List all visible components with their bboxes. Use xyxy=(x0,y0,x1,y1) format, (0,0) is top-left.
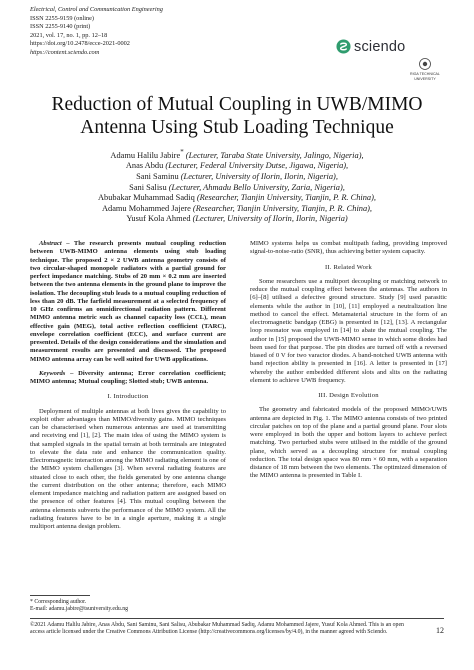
sciendo-logo xyxy=(336,38,446,58)
title-line-2: Antenna Using Stub Loading Technique xyxy=(80,117,394,138)
keywords-label: Keywords xyxy=(39,369,66,377)
issn-online: ISSN 2255-9159 (online) xyxy=(30,14,95,22)
rtu-logo xyxy=(400,58,450,81)
author-affiliation: (Lecturer, Federal University Dutse, Jigawa, Nigeria), xyxy=(163,161,349,171)
abstract-text: – The research presents mutual coupling reduction between UWB-MIMO antenna elements using stub loading technique. The proposed 2 × 2 UWB antenna geometry consists of two circular-shaped monopole radiators with a partial ground for perfect impedance matching. Stubs of 20 mm × 0.2 mm are inserted between the two antenna elements in the ground plane to improve the isolation. The decoupling stub leads to a mutual coupling reduction of less than 20 dB. The farfield measurement at a selected frequency of 10 GHz confirms an omnidirectional radiation pattern. Different MIMO antenna metric such as channel capacity loss (CCL), mean effective gain (MEG), total active reflection coefficient (TARC), envelope correlation coefficient (ECC), and surface current are presented. Details of the design considerations and the simulation and measurement results are presented and discussed. The proposed MIMO antenna array can be well suited for UWB applications. xyxy=(30,240,226,363)
keywords-text: – Diversity antenna; Error correlation coefficient; MIMO antenna; Mutual coupling; Slotted stub; UWB antenna. xyxy=(30,369,226,385)
introduction-paragraph: Deployment of multiple antennas at both lives gives the capability to exploit other advantages than MIMO/diversity gains. MIMO techniques can be characterised when numerous antennas are used at transmitting and receiving end [1], [2]. The main idea of using the MIMO system is that sampled signals in the spatial terrain at both terminals are integrated to elevate the data rate and enhance the communication quality. Electromagnetic interaction among the MIMO radiating element is one of the MIMO system challenges [3]. When several radiating features are situated close to each other, the fields generated by one antenna change the current distribution on the other antenna; therefore, each MIMO element impedance matching and radiation pattern are assigned based on the presence of other features [4]. This mutual coupling between the antenna elements subverts the performance of the MIMO system. All the radiating features have to be in a single aperture, making it a single multiport antenna design problem. xyxy=(30,407,226,530)
introduction-continuation: MIMO systems helps us combat multipath fading, providing improved signal-to-noise-ratio (SNR), thus achieving better system capacity. xyxy=(250,240,447,256)
abstract xyxy=(30,240,226,364)
design-evolution-paragraph: The geometry and fabricated models of the proposed MIMO/UWB antenna are depicted in Fig. 1. The MIMO antenna consists of two printed circular patches on top of the plane and a partial ground plane. Four slots were employed in both the upper and bottom layers to achieve perfect matching. Two perturbed stubs were utilised in the middle of the ground plane, which served as a decoupling structure for mutual coupling reduction. The total design space was 80 mm × 60 mm, with a separation distance of 18 mm between the two elements. The optimized dimension of the MIMO antenna is presented in Table I. xyxy=(250,406,447,480)
author-name: Yusuf Kola Ahmed xyxy=(126,214,191,224)
author-name: Sani Salisu xyxy=(129,182,167,192)
university-seal-icon xyxy=(419,58,431,70)
author-affiliation: (Lecturer, Ahmadu Bello University, Zaria, Nigeria), xyxy=(166,182,345,192)
journal-name: Electrical, Control and Communication Engineering xyxy=(30,6,163,13)
author-line xyxy=(20,214,454,225)
author-name: Anas Abdu xyxy=(125,161,164,171)
license-footer: ©2021 Adamu Halilu Jabire, Anas Abdu, Sani Saminu, Sani Salisu, Abubakar Muhammad Sadiq, Adamu Mohammed Jajere, Yusuf Kola Ahmed. This is an open access article licensed under the Creative Commons Attribution License (http://creativecommons.org/licenses/by/4.0), in the manner agreed with Sciendo. xyxy=(30,622,404,636)
abstract-label: Abstract xyxy=(39,240,62,247)
footnote-divider xyxy=(30,595,90,596)
author-affiliation: (Lecturer, University of Ilorin, Ilorin, Nigeria), xyxy=(178,171,338,181)
doi-link[interactable]: https://doi.org/10.2478/ecce-2021-0002 xyxy=(30,40,130,48)
rtu-line2: UNIVERSITY xyxy=(414,76,436,81)
author-line xyxy=(20,183,454,194)
author-line xyxy=(20,172,454,183)
author-name: Abubakar Muhammad Sadiq xyxy=(98,193,195,203)
author-line xyxy=(20,161,454,172)
author-line xyxy=(20,193,454,204)
related-work-paragraph: Some researchers use a multiport decoupling or matching network to reduce the mutual coupling effect between the antennas. The authors in [6]–[8] utilised a defective ground structure. Study [9] used parasitic elements while the author in [10], [11] employed a neutralization line method to cancel the effect. Metamaterial structure in the form of an electromagnetic bandgap (EBG) is presented in [12], [13]. A rectangular loop resonator was employed in [14] to abate the mutual coupling. The author in [15] proposed the UWB-MIMO sense in which some diodes had been used for that purpose. The pin diodes are turned off with a reversed biased of 0 V for two varactor diodes. A band-notched UWB antenna with band rejection ability is presented in [16]. A letter is presented in [17] whereby the author embedded different slots and slits on the radiating element to achieve UWB frequency. xyxy=(250,277,447,384)
left-column xyxy=(30,240,226,531)
author-affiliation: (Lecturer, Taraba State University, Jalingo, Nigeria), xyxy=(183,150,364,160)
sciendo-wordmark: sciendo xyxy=(354,39,406,55)
journal-url[interactable]: https://content.sciendo.com xyxy=(30,48,100,56)
footnote xyxy=(30,599,230,614)
issn-print: ISSN 2255-9140 (print) xyxy=(30,23,91,31)
footer-divider xyxy=(30,618,444,619)
page-number: 12 xyxy=(436,626,444,635)
author-email[interactable]: E-mail: adamu.jabire@tsuniversity.edu.ng xyxy=(30,606,129,613)
corresponding-author-note: * Corresponding author. xyxy=(30,599,87,605)
section-heading-related-work: II. Related Work xyxy=(324,263,373,271)
section-heading-introduction: I. Introduction xyxy=(107,393,149,401)
author-affiliation: (Researcher, Tianjin University, Tianjin, P. R. China), xyxy=(190,203,373,213)
section-heading-design-evolution: III. Design Evolution xyxy=(318,392,379,399)
volume-line: 2021, vol. 17, no. 1, pp. 12–18 xyxy=(30,31,108,39)
author-name: Adamu Halilu Jabire xyxy=(110,150,181,160)
author-name: Adamu Mohammed Jajere xyxy=(101,203,191,213)
paper-title xyxy=(20,93,454,139)
rtu-line1: RIGA TECHNICAL xyxy=(410,72,440,77)
journal-header xyxy=(30,6,300,58)
author-affiliation: (Researcher, Tianjin University, Tianjin, P. R. China), xyxy=(194,193,376,203)
keywords xyxy=(30,370,226,387)
author-affiliation: (Lecturer, University of Ilorin, Ilorin, Nigeria) xyxy=(190,214,348,224)
title-line-1: Reduction of Mutual Coupling in UWB/MIMO xyxy=(51,94,423,115)
author-name: Sani Saminu xyxy=(136,171,179,181)
right-column xyxy=(250,240,447,481)
corresponding-mark: * xyxy=(180,148,184,156)
author-list xyxy=(20,147,454,225)
author-line xyxy=(20,204,454,215)
sciendo-mark-icon xyxy=(336,39,351,54)
author-line xyxy=(20,147,454,161)
